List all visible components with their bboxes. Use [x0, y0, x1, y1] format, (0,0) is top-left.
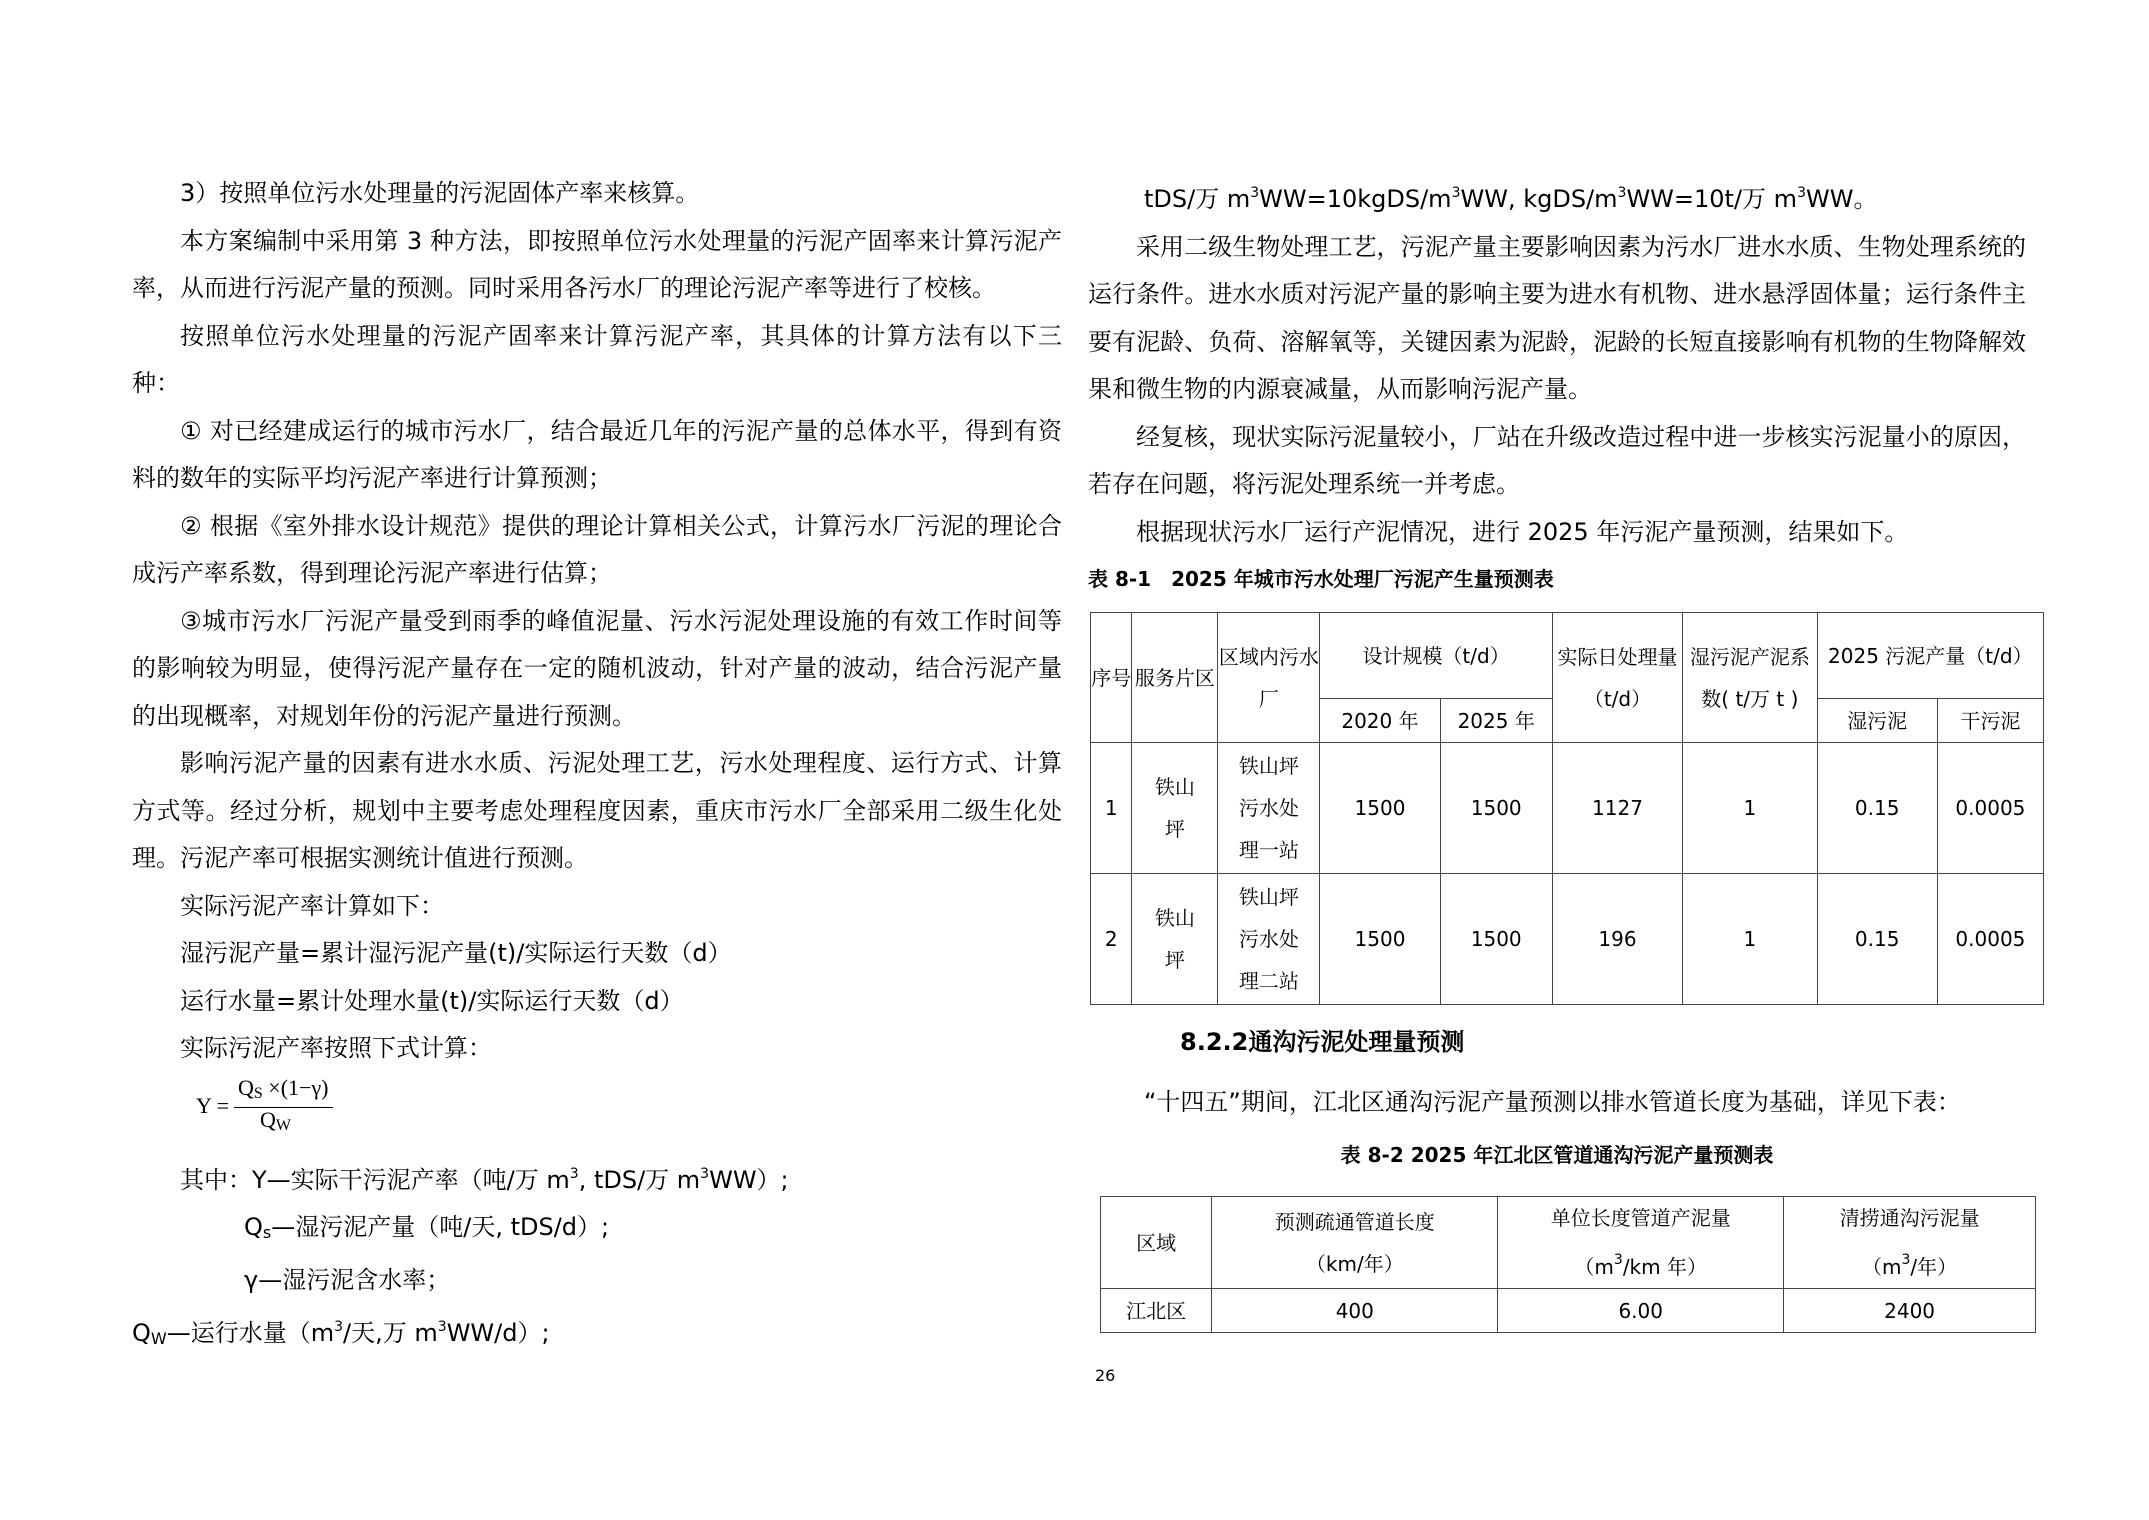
paragraph: “十四五”期间，江北区通沟污泥产量预测以排水管道长度为基础，详见下表：: [1144, 1088, 1961, 1116]
paragraph: 实际污泥产率计算如下：: [180, 891, 444, 920]
th-volume-unit: （$m^3/$年）: [1862, 1252, 1958, 1279]
paragraph: ① 对已经建成运行的城市污水厂，结合最近几年的污泥产量的总体水平，得到有资料的数年的实际平均污泥产率进行计算预测；: [132, 416, 1062, 492]
right-column: [1088, 170, 2026, 596]
paragraph: 采用二级生物处理工艺，污泥产量主要影响因素为污水厂进水水质、生物处理系统的运行条件。进水水质对污泥产量的影响主要为进水有机物、进水悬浮固体量；运行条件主要有泥龄、负荷、溶解氧等，关键因素为泥龄，泥龄的长短直接影响有机物的生物降解效果和微生物的内源衰减量，从而影响污泥产量。: [1088, 232, 2026, 403]
formula-qs: Q: [238, 1074, 254, 1100]
cell-dry: 0.0005: [1937, 743, 2043, 874]
paragraph: 经复核，现状实际污泥量较小，厂站在升级改造过程中进一步核实污泥量小的原因，若存在问题，将污泥处理系统一并考虑。: [1088, 422, 2026, 498]
th-design: 设计规模（t/d）: [1320, 613, 1552, 699]
cell-area: 铁山坪: [1132, 874, 1218, 1005]
paragraph: 按照单位污水处理量的污泥产固率来计算污泥产率，其具体的计算方法有以下三种：: [132, 321, 1062, 397]
cell-actual: 1127: [1552, 743, 1682, 874]
th-length-label: 预测疏通管道长度: [1274, 1209, 1435, 1234]
cell-plant: 铁山坪污水处理一站: [1218, 743, 1320, 874]
th-length: [1212, 1197, 1498, 1289]
cell-wet: 0.15: [1817, 874, 1937, 1005]
cell-2025: 1500: [1440, 874, 1552, 1005]
channel-sludge-table: [1100, 1196, 2036, 1333]
definition-qw: QW—运行水量（$m^3/$天,万 $m^3WW/d$）;: [132, 1319, 550, 1348]
cell-wet: 0.15: [1817, 743, 1937, 874]
th-seq: 序号: [1091, 613, 1132, 743]
definition-y: 其中：Y—实际干污泥产率（吨/万 $m^3$, tDS/万 $m^3WW$）;: [180, 1165, 789, 1194]
cell-2020: 1500: [1320, 874, 1440, 1005]
formula-lhs: Y =: [196, 1092, 229, 1118]
cell-plant: 铁山坪污水处理二站: [1218, 874, 1320, 1005]
th-unit-production: [1498, 1197, 1784, 1289]
paragraph: 实际污泥产率按照下式计算：: [180, 1034, 492, 1062]
cell-volume: 2400: [1784, 1289, 2036, 1333]
formula-denominator: [260, 1105, 291, 1141]
table1-caption: 表 8-1 2025 年城市污水处理厂污泥产生量预测表: [1088, 567, 1554, 591]
paragraph: ③城市污水厂污泥产量受到雨季的峰值泥量、污水污泥处理设施的有效工作时间等的影响较为明显，使得污泥产量存在一定的随机波动，针对产量的波动，结合污泥产量的出现概率，对规划年份的污泥产量进行预测。: [132, 606, 1062, 730]
cell-seq: 2: [1091, 874, 1132, 1005]
sludge-rate-formula: [196, 1075, 1062, 1145]
sludge-forecast-table: [1090, 612, 2044, 1005]
cell-length: 400: [1212, 1289, 1498, 1333]
formula-qw: Q: [260, 1106, 276, 1132]
table2-caption: 表 8-2 2025 年江北区管道通沟污泥产量预测表: [1340, 1143, 1774, 1167]
formula-numerator: [234, 1075, 333, 1108]
paragraph: 3）按照单位污水处理量的污泥固体产率来核算。: [180, 179, 700, 207]
paragraph: 本方案编制中采用第 3 种方法，即按照单位污水处理量的污泥产固率来计算污泥产率，从而进行污泥产量的预测。同时采用各污水厂的理论污泥产率等进行了校核。: [132, 226, 1062, 302]
paragraph: ② 根据《室外排水设计规范》提供的理论计算相关公式，计算污水厂污泥的理论合成污产率系数，得到理论污泥产率进行估算；: [132, 511, 1062, 587]
table-row: [1101, 1289, 2036, 1333]
paragraph: 影响污泥产量的因素有进水水质、污泥处理工艺，污水处理程度、运行方式、计算方式等。经过分析，规划中主要考虑处理程度因素，重庆市污水厂全部采用二级生化处理。污泥产率可根据实测统计值进行预测。: [132, 749, 1062, 872]
th-area: 服务片区: [1132, 613, 1218, 743]
cell-area: 铁山坪: [1132, 743, 1218, 874]
th-actual: 实际日处理量（t/d）: [1552, 613, 1682, 743]
cell-region: 江北区: [1101, 1289, 1212, 1333]
formula-text: 运行水量=累计处理水量(t)/实际运行天数（d）: [180, 986, 684, 1015]
right-column-lower: [1088, 1078, 2026, 1172]
cell-coef: 1: [1683, 874, 1817, 1005]
page-number: 26: [1095, 1366, 1116, 1385]
cell-actual: 196: [1552, 874, 1682, 1005]
definition-gamma: γ—湿污泥含水率；: [244, 1265, 451, 1294]
unit-line: tDS/万 $m^3WW=10kgDS/m^3WW$, kgDS/$m^3WW=10t/$万 $m^3WW$。: [1144, 185, 1878, 213]
th-dry: 干污泥: [1937, 699, 2043, 743]
th-coef: 湿污泥产泥系数( t/万 t ): [1683, 613, 1817, 743]
th-unit-unit: （$m^3/km$ 年）: [1574, 1252, 1707, 1279]
table-row: [1091, 743, 2044, 874]
formula-qw-sub: W: [275, 1116, 291, 1134]
cell-seq: 1: [1091, 743, 1132, 874]
cell-dry: 0.0005: [1937, 874, 2043, 1005]
table-row: [1091, 874, 2044, 1005]
cell-coef: 1: [1683, 743, 1817, 874]
th-2020: 2020 年: [1320, 699, 1440, 743]
th-wet: 湿污泥: [1817, 699, 1937, 743]
th-region: 区域: [1101, 1197, 1212, 1289]
th-2025: 2025 年: [1440, 699, 1552, 743]
th-volume: [1784, 1197, 2036, 1289]
paragraph: 根据现状污水厂运行产泥情况，进行 2025 年污泥产量预测，结果如下。: [1136, 517, 1909, 546]
section-heading: 8.2.2通沟污泥处理量预测: [1180, 1028, 1465, 1056]
th-production: 2025 污泥产量（t/d）: [1817, 613, 2043, 699]
formula-text: 湿污泥产量=累计湿污泥产量(t)/实际运行天数（d）: [180, 939, 732, 967]
cell-2025: 1500: [1440, 743, 1552, 874]
formula-qs-sub: S: [253, 1084, 263, 1102]
definition-qs: Qs—湿污泥产量（吨/天, tDS/d）;: [244, 1213, 610, 1242]
cell-unit-production: 6.00: [1498, 1289, 1784, 1333]
th-volume-label: 清捞通沟污泥量: [1839, 1206, 1980, 1230]
formula-moisture-term: ×(1−γ): [262, 1074, 329, 1100]
left-column: [132, 170, 1062, 1363]
th-unit-label: 单位长度管道产泥量: [1550, 1206, 1731, 1230]
th-plant: 区域内污水厂: [1218, 613, 1320, 743]
cell-2020: 1500: [1320, 743, 1440, 874]
th-length-unit: （km/年）: [1305, 1251, 1404, 1276]
